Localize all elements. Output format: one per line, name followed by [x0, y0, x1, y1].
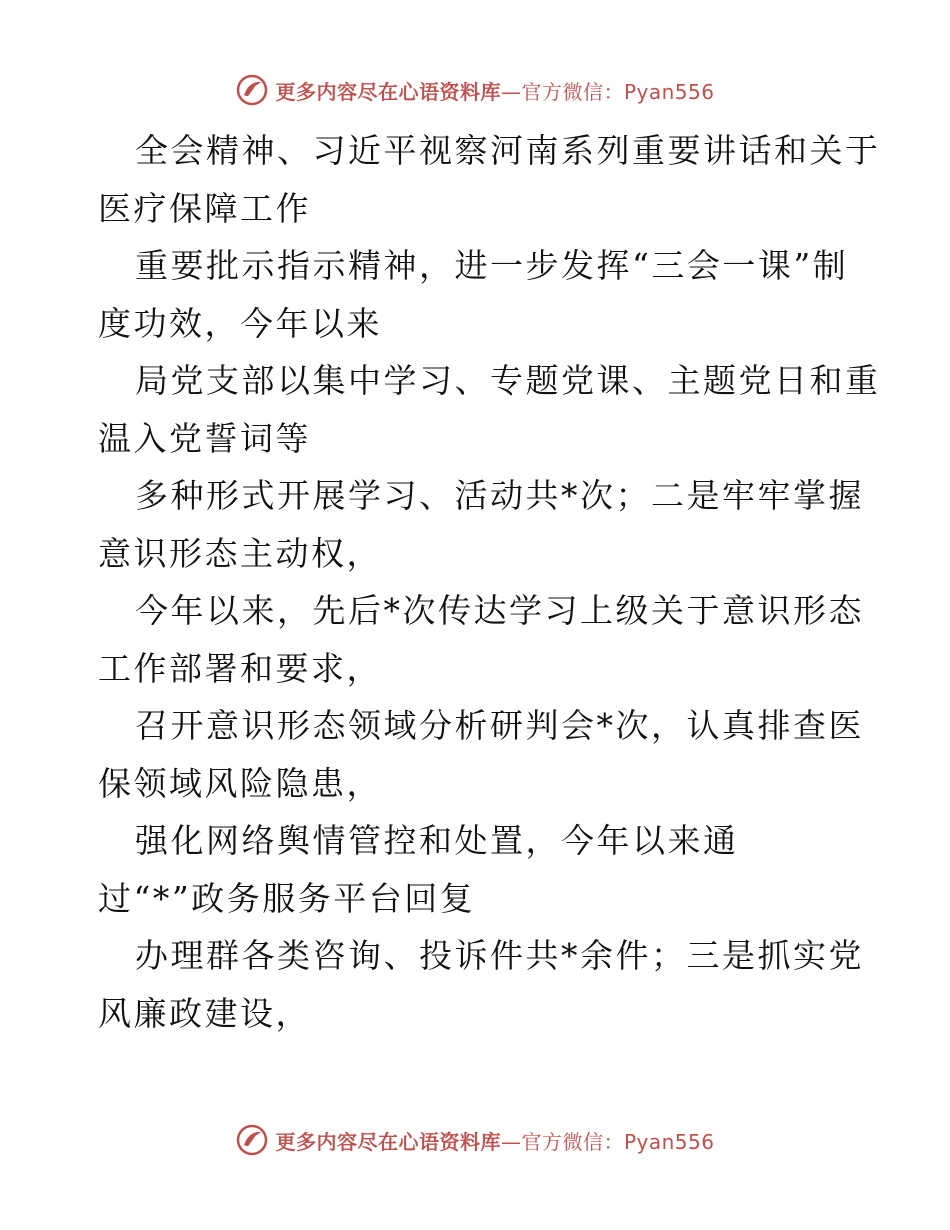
- brand-logo-icon: [235, 1123, 269, 1157]
- header-brand: 更多内容尽在心语资料库: [275, 79, 501, 104]
- paragraph-line: 意识形态主动权，: [98, 533, 382, 573]
- paragraph-line: 过“*”政务服务平台回复: [98, 878, 476, 918]
- document-body: [98, 122, 881, 1042]
- footer-brand: 更多内容尽在心语资料库: [275, 1129, 501, 1154]
- footer-banner: [0, 1120, 950, 1160]
- paragraph-line: 重要批示指示精神，进一步发挥“三会一课”制: [135, 246, 849, 285]
- header-banner-inner: [235, 73, 714, 107]
- paragraph-line: 局党支部以集中学习、专题党课、主题党日和重: [135, 361, 881, 400]
- header-banner: [0, 70, 950, 110]
- footer-contact: 官方微信：Pyan556: [521, 1129, 715, 1154]
- paragraph-line: 今年以来，先后*次传达学习上级关于意识形态: [135, 591, 864, 630]
- footer-dash: —: [500, 1129, 522, 1154]
- footer-banner-text: [275, 1126, 714, 1155]
- paragraph-line: 强化网络舆情管控和处置，今年以来通: [135, 821, 739, 860]
- header-contact: 官方微信：Pyan556: [521, 79, 715, 104]
- paragraph-line: 办理群各类咨询、投诉件共*余件；三是抓实党: [135, 936, 864, 975]
- brand-logo-icon: [235, 73, 269, 107]
- paragraph-line: 召开意识形态领域分析研判会*次，认真排查医: [135, 706, 864, 745]
- footer-banner-inner: [235, 1123, 714, 1157]
- paragraph-line: 度功效，今年以来: [98, 303, 382, 343]
- paragraph-line: 多种形式开展学习、活动共*次；二是牢牢掌握: [135, 476, 864, 515]
- paragraph-line: 医疗保障工作: [98, 188, 311, 228]
- paragraph-line: 保领域风险隐患，: [98, 763, 382, 803]
- paragraph-line: 工作部署和要求，: [98, 648, 382, 688]
- header-dash: —: [500, 79, 522, 104]
- header-banner-text: [275, 76, 714, 105]
- paragraph-line: 风廉政建设，: [98, 993, 311, 1033]
- paragraph-line: 全会精神、习近平视察河南系列重要讲话和关于: [135, 131, 881, 170]
- paragraph-line: 温入党誓词等: [98, 418, 311, 458]
